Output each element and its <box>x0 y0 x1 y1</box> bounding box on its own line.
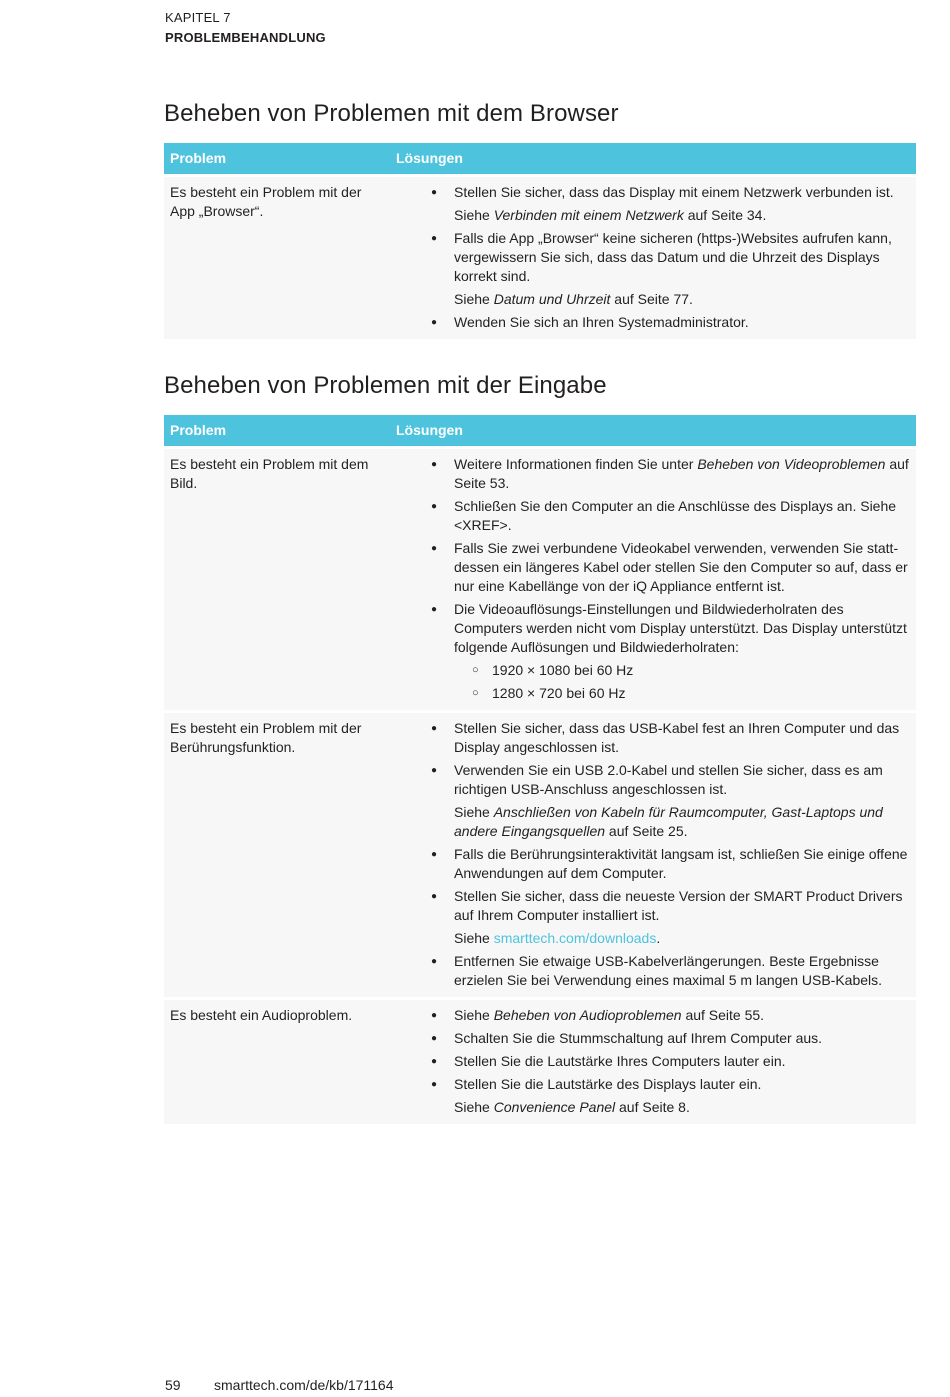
list-item: ● Schalten Sie die Stummschaltung auf Ihrem Computer aus. <box>428 1029 910 1048</box>
bullet-icon: ● <box>430 317 438 328</box>
list-item: ● Wenden Sie sich an Ihren Systemadministrator. <box>428 313 910 332</box>
browser-troubleshooting-table <box>164 143 916 339</box>
solutions-cell <box>390 712 916 999</box>
chapter-header <box>165 8 326 48</box>
see-reference: Siehe Anschließen von Kabeln für Raumcomputer, Gast-Laptops und andere Eingangsquellen auf Seite 25. <box>454 804 883 839</box>
bullet-icon: ● <box>430 501 438 512</box>
list-item: ● Stellen Sie sicher, dass die neueste Version der SMART Product Drivers auf Ihrem Computer installiert ist. Siehe smarttech.com/downloads. <box>428 887 910 948</box>
circle-bullet-icon: ○ <box>472 664 479 676</box>
solutions-list <box>396 1006 910 1117</box>
footer-url-link[interactable]: smarttech.com/de/kb/171164 <box>214 1377 394 1393</box>
list-item: ● Weitere Informationen finden Sie unter Beheben von Videoproblemen auf Seite 53. <box>428 455 910 493</box>
bullet-icon: ● <box>430 849 438 860</box>
resolution-list <box>454 661 910 703</box>
bullet-icon: ● <box>430 956 438 967</box>
downloads-link[interactable]: smarttech.com/downloads <box>493 930 657 946</box>
table-header-row <box>164 415 916 448</box>
section-title-browser: Beheben von Problemen mit dem Browser <box>164 100 619 127</box>
circle-bullet-icon: ○ <box>472 687 479 699</box>
bullet-icon: ● <box>430 233 438 244</box>
bullet-icon: ● <box>430 459 438 470</box>
list-item: ● Verwenden Sie ein USB 2.0-Kabel und stellen Sie sicher, dass es am richtigen USB-Anschluss angeschlossen ist. Siehe Anschließen von Kabeln für Raumcomputer, Gast-Laptops und andere Eingangsquellen auf Seite 25. <box>428 761 910 841</box>
column-header-problem: Problem <box>164 143 390 176</box>
bullet-icon: ● <box>430 543 438 554</box>
list-item: ● Stellen Sie sicher, dass das Display mit einem Netzwerk verbunden ist. Siehe Verbinden mit einem Netzwerk auf Seite 34. <box>428 183 910 225</box>
list-item: ● Die Videoauflösungs-Einstellungen und Bildwiederholraten des Computers werden nicht vom Display unterstützt. Das Display unterstützt folgende Auflösungen und Bildwiederholraten: ○ 1920 × 1080 bei 60 Hz ○ 1280 × 720 bei 60 Hz <box>428 600 910 703</box>
solutions-list <box>396 719 910 990</box>
bullet-icon: ● <box>430 765 438 776</box>
table-row <box>164 176 916 340</box>
see-reference: Siehe Convenience Panel auf Seite 8. <box>454 1099 690 1115</box>
bullet-icon: ● <box>430 723 438 734</box>
list-item: ● Siehe Beheben von Audioproblemen auf Seite 55. <box>428 1006 910 1025</box>
page-number: 59 <box>165 1377 181 1393</box>
chapter-title: PROBLEMBEHANDLUNG <box>165 30 326 45</box>
list-item: ● Falls die Berührungsinteraktivität langsam ist, schließen Sie einige offene Anwendungen auf dem Computer. <box>428 845 910 883</box>
solutions-cell <box>390 176 916 340</box>
list-item: ● Stellen Sie die Lautstärke des Displays lauter ein. Siehe Convenience Panel auf Seite 8. <box>428 1075 910 1117</box>
cross-reference-link[interactable]: Convenience Panel <box>493 1099 616 1115</box>
list-item: ● Stellen Sie sicher, dass das USB-Kabel fest an Ihren Computer und das Display angeschlossen ist. <box>428 719 910 757</box>
solutions-cell <box>390 448 916 712</box>
table-header-row <box>164 143 916 176</box>
list-item: ● Stellen Sie die Lautstärke Ihres Computers lauter ein. <box>428 1052 910 1071</box>
list-item: ● Schließen Sie den Computer an die Anschlüsse des Displays an. Siehe <XREF>. <box>428 497 910 535</box>
solutions-list <box>396 183 910 332</box>
list-item: ● Falls die App „Browser“ keine sicheren (https-)Websites aufrufen kann, vergewissern Sie sich, dass das Datum und die Uhrzeit des Displays korrekt sind. Siehe Datum und Uhrzeit auf Seite 77. <box>428 229 910 309</box>
resolution-item: ○ 1280 × 720 bei 60 Hz <box>472 685 626 701</box>
problem-cell: Es besteht ein Audioproblem. <box>164 999 390 1125</box>
problem-cell: Es besteht ein Problem mit der Berührungsfunktion. <box>164 712 390 999</box>
cross-reference-link[interactable]: Beheben von Videoproblemen <box>697 456 886 472</box>
column-header-solutions: Lösungen <box>390 143 916 176</box>
cross-reference-link[interactable]: Anschließen von Kabeln für Raumcomputer, Gast-Laptops und andere Eingangsquellen <box>454 804 883 839</box>
bullet-icon: ● <box>430 891 438 902</box>
section-title-input: Beheben von Problemen mit der Eingabe <box>164 372 607 399</box>
bullet-icon: ● <box>430 604 438 615</box>
bullet-icon: ● <box>430 1079 438 1090</box>
list-item: ● Entfernen Sie etwaige USB-Kabelverlängerungen. Beste Ergebnisse erzielen Sie bei Verwendung eines maximal 5 m langen USB-Kabels. <box>428 952 910 990</box>
bullet-icon: ● <box>430 1056 438 1067</box>
bullet-icon: ● <box>430 187 438 198</box>
resolution-item: ○ 1920 × 1080 bei 60 Hz <box>472 662 634 678</box>
see-reference: Siehe Verbinden mit einem Netzwerk auf Seite 34. <box>454 207 767 223</box>
table-row <box>164 999 916 1125</box>
page-footer <box>165 1376 394 1395</box>
bullet-icon: ● <box>430 1010 438 1021</box>
list-item: ● Falls Sie zwei verbundene Videokabel verwenden, verwenden Sie stattdessen ein längeres Kabel oder stellen Sie den Computer so auf, dass er nur eine Kabellänge von der iQ Appliance entfernt ist. <box>428 539 910 596</box>
problem-cell: Es besteht ein Problem mit dem Bild. <box>164 448 390 712</box>
column-header-problem: Problem <box>164 415 390 448</box>
table-row <box>164 448 916 712</box>
bullet-icon: ● <box>430 1033 438 1044</box>
cross-reference-link[interactable]: Beheben von Audioproblemen <box>493 1007 682 1023</box>
cross-reference-link[interactable]: Verbinden mit einem Netzwerk <box>493 207 684 223</box>
solutions-list <box>396 455 910 703</box>
column-header-solutions: Lösungen <box>390 415 916 448</box>
cross-reference-link[interactable]: Datum und Uhrzeit <box>493 291 611 307</box>
input-troubleshooting-table <box>164 415 916 1124</box>
solutions-cell <box>390 999 916 1125</box>
see-reference: Siehe smarttech.com/downloads. <box>454 930 661 946</box>
table-row <box>164 712 916 999</box>
problem-cell: Es besteht ein Problem mit der App „Browser“. <box>164 176 390 340</box>
chapter-number: KAPITEL 7 <box>165 10 231 25</box>
see-reference: Siehe Datum und Uhrzeit auf Seite 77. <box>454 291 693 307</box>
